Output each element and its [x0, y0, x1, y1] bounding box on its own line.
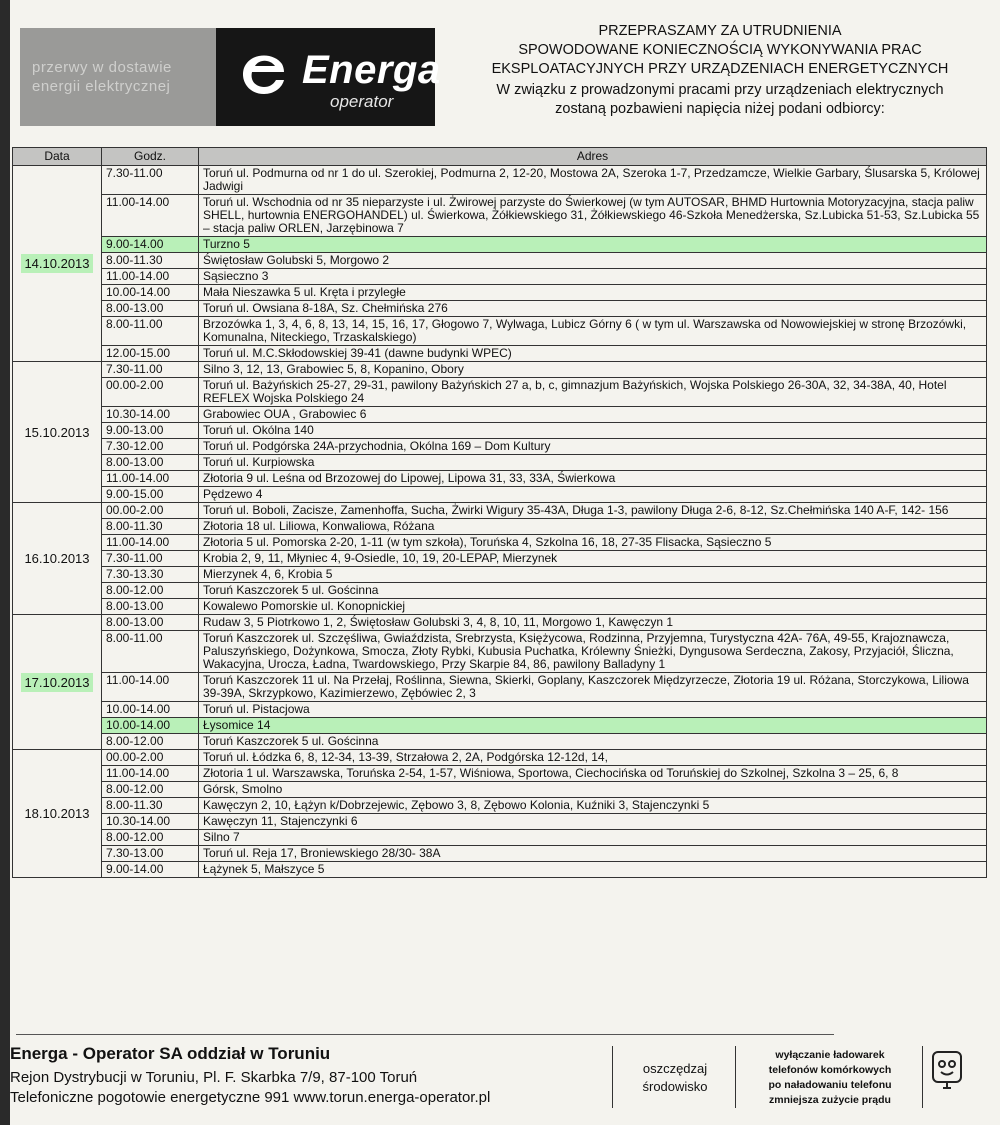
table-row — [13, 423, 987, 439]
plug-icon — [930, 1050, 964, 1090]
date-label: 14.10.2013 — [21, 254, 92, 273]
address-cell: Toruń ul. Boboli, Zacisze, Zamenhoffa, Sucha, Żwirki Wigury 35-43A, Długa 1-3, pawilony Długa 2-6, 8-12, Sz.Chełmińska 140 A-F, 142- 156 — [199, 503, 987, 519]
brand-name: Energa — [302, 48, 441, 92]
address-cell: Łysomice 14 — [199, 718, 987, 734]
time-cell: 8.00-11.00 — [102, 631, 199, 673]
column-header-date: Data — [13, 148, 102, 166]
time-cell: 8.00-13.00 — [102, 599, 199, 615]
table-row — [13, 237, 987, 253]
time-cell: 7.30-11.00 — [102, 551, 199, 567]
table-row — [13, 317, 987, 346]
address-cell: Mała Nieszawka 5 ul. Kręta i przyległe — [199, 285, 987, 301]
table-row — [13, 455, 987, 471]
address-cell: Toruń ul. Reja 17, Broniewskiego 28/30- 38A — [199, 846, 987, 862]
address-cell: Toruń Kaszczorek 5 ul. Gościnna — [199, 583, 987, 599]
time-cell: 9.00-13.00 — [102, 423, 199, 439]
table-row — [13, 567, 987, 583]
charger-tip-line4: zmniejsza zużycie prądu — [769, 1094, 891, 1106]
table-row — [13, 378, 987, 407]
footer-divider — [16, 1034, 834, 1035]
date-cell — [13, 503, 102, 615]
time-cell: 8.00-11.30 — [102, 798, 199, 814]
notice-header-line3: EKSPLOATACYJNYCH PRZY URZĄDZENIACH ENERGETYCZNYCH — [491, 61, 949, 77]
time-cell: 9.00-14.00 — [102, 237, 199, 253]
table-row — [13, 615, 987, 631]
address-cell: Sąsieczno 3 — [199, 269, 987, 285]
time-cell: 11.00-14.00 — [102, 471, 199, 487]
date-cell — [13, 615, 102, 750]
address-cell: Górsk, Smolno — [199, 782, 987, 798]
table-row — [13, 471, 987, 487]
table-row — [13, 702, 987, 718]
table-row — [13, 862, 987, 878]
address-cell: Toruń ul. Owsiana 8-18A, Sz. Chełmińska 276 — [199, 301, 987, 317]
banner-tagline-line1: przerwy w dostawie — [32, 59, 172, 76]
eco-slogan — [628, 1060, 722, 1096]
address-cell: Kawęczyn 11, Stajenczynki 6 — [199, 814, 987, 830]
time-cell: 8.00-11.30 — [102, 519, 199, 535]
address-cell: Toruń ul. M.C.Skłodowskiej 39-41 (dawne budynki WPEC) — [199, 346, 987, 362]
address-cell: Silno 7 — [199, 830, 987, 846]
date-label: 16.10.2013 — [24, 551, 90, 566]
address-cell: Grabowiec OUA , Grabowiec 6 — [199, 407, 987, 423]
table-row — [13, 503, 987, 519]
charger-tip-line1: wyłączanie ładowarek — [775, 1049, 885, 1061]
energa-banner — [20, 28, 441, 126]
time-cell: 10.00-14.00 — [102, 702, 199, 718]
address-cell: Toruń ul. Podgórska 24A-przychodnia, Okólna 169 – Dom Kultury — [199, 439, 987, 455]
table-row — [13, 766, 987, 782]
address-cell: Rudaw 3, 5 Piotrkowo 1, 2, Świętosław Golubski 3, 4, 8, 10, 11, Morgowo 1, Kawęczyn 1 — [199, 615, 987, 631]
address-cell: Łążynek 5, Małszyce 5 — [199, 862, 987, 878]
address-cell: Turzno 5 — [199, 237, 987, 253]
table-row — [13, 439, 987, 455]
time-cell: 11.00-14.00 — [102, 195, 199, 237]
address-cell: Krobia 2, 9, 11, Młyniec 4, 9-Osiedle, 10, 19, 20-LEPAP, Mierzynek — [199, 551, 987, 567]
time-cell: 8.00-12.00 — [102, 583, 199, 599]
time-cell: 7.30-13.30 — [102, 567, 199, 583]
energa-logo-icon — [238, 50, 288, 100]
address-cell: Złotoria 18 ul. Liliowa, Konwaliowa, Różana — [199, 519, 987, 535]
time-cell: 11.00-14.00 — [102, 269, 199, 285]
time-cell: 11.00-14.00 — [102, 766, 199, 782]
table-row — [13, 830, 987, 846]
time-cell: 10.00-14.00 — [102, 285, 199, 301]
address-cell: Świętosław Golubski 5, Morgowo 2 — [199, 253, 987, 269]
table-row — [13, 599, 987, 615]
footer-separator — [612, 1046, 613, 1108]
time-cell: 11.00-14.00 — [102, 673, 199, 702]
table-body — [13, 166, 987, 878]
table-row — [13, 631, 987, 673]
date-cell — [13, 362, 102, 503]
table-row — [13, 362, 987, 378]
address-cell: Złotoria 5 ul. Pomorska 2-20, 1-11 (w tym szkoła), Toruńska 4, Szkolna 16, 18, 27-35 Flisacka, Sąsieczno 5 — [199, 535, 987, 551]
table-header-row — [13, 148, 987, 166]
address-cell: Toruń Kaszczorek 5 ul. Gościnna — [199, 734, 987, 750]
time-cell: 8.00-13.00 — [102, 301, 199, 317]
time-cell: 8.00-12.00 — [102, 782, 199, 798]
table-row — [13, 285, 987, 301]
address-cell: Brzozówka 1, 3, 4, 6, 8, 13, 14, 15, 16, 17, Głogowo 7, Wylwaga, Lubicz Górny 6 ( w tym ul. Warszawska od Nowowiejskiej w stronę Brzozówki, Komunalna, Niteckiego, Trzaskalskiego) — [199, 317, 987, 346]
energa-logo — [216, 28, 441, 126]
brand-subtitle: operator — [330, 92, 394, 111]
table-row — [13, 346, 987, 362]
outage-schedule-table — [12, 147, 987, 878]
table-row — [13, 718, 987, 734]
table-row — [13, 782, 987, 798]
charger-tip-line2: telefonów komórkowych — [768, 1064, 892, 1076]
footer-address: Rejon Dystrybucji w Toruniu, Pl. F. Skarbka 7/9, 87-100 Toruń — [10, 1069, 418, 1086]
time-cell: 12.00-15.00 — [102, 346, 199, 362]
date-label: 15.10.2013 — [24, 424, 90, 440]
notice-header-line4: W związku z prowadzonymi pracami przy urządzeniach elektrycznych — [496, 82, 944, 98]
footer-separator — [735, 1046, 736, 1108]
date-cell — [13, 166, 102, 362]
date-label: 18.10.2013 — [24, 806, 90, 821]
table-row — [13, 487, 987, 503]
footer-separator — [922, 1046, 923, 1108]
time-cell: 8.00-13.00 — [102, 615, 199, 631]
table-row — [13, 750, 987, 766]
table-row — [13, 583, 987, 599]
table-row — [13, 301, 987, 317]
time-cell: 7.30-12.00 — [102, 439, 199, 455]
table-row — [13, 253, 987, 269]
time-cell: 00.00-2.00 — [102, 750, 199, 766]
table-row — [13, 269, 987, 285]
notice-header — [455, 22, 985, 119]
address-cell: Toruń ul. Pistacjowa — [199, 702, 987, 718]
address-cell: Pędzewo 4 — [199, 487, 987, 503]
address-cell: Toruń ul. Bażyńskich 25-27, 29-31, pawilony Bażyńskich 27 a, b, c, gimnazjum Bażyńskich, Wojska Polskiego 26-30A, 32, 34-38A, 40, Hotel REFLEX Wojska Polskiego 24 — [199, 378, 987, 407]
address-cell: Kowalewo Pomorskie ul. Konopnickiej — [199, 599, 987, 615]
address-cell: Toruń ul. Wschodnia od nr 35 nieparzyste i ul. Żwirowej parzyste do Świerkowej (w tym AUTOSAR, BHMD Hurtownia Motoryzacyjna, stacja paliw SHELL, hurtownia ENERGOHANDEL) ul. Świerkowa, Żółkiewskiego 31, Żółkiewskiego 46-Szkoła Menedżerska, Sz.Lubicka 51-53, Sz.Lubicka 55 – stacja paliw ORLEN, Jarzębinowa 7 — [199, 195, 987, 237]
address-cell: Złotoria 9 ul. Leśna od Brzozowej do Lipowej, Lipowa 31, 33, 33A, Świerkowa — [199, 471, 987, 487]
table-row — [13, 673, 987, 702]
column-header-time: Godz. — [102, 148, 199, 166]
eco-slogan-line1: oszczędzaj — [642, 1061, 708, 1076]
footer-title: Energa - Operator SA oddział w Toruniu — [10, 1044, 331, 1063]
address-cell: Toruń ul. Podmurna od nr 1 do ul. Szerokiej, Podmurna 2, 12-20, Mostowa 2A, Szeroka 1-7, Przedzamcze, Wielkie Garbary, Ślusarska 5, Królowej Jadwigi — [199, 166, 987, 195]
footer-hotline: Telefoniczne pogotowie energetyczne 991 www.torun.energa-operator.pl — [10, 1089, 491, 1106]
address-cell: Złotoria 1 ul. Warszawska, Toruńska 2-54, 1-57, Wiśniowa, Sportowa, Ciechocińska od Toruńskiej do Szkolnej, Szkolna 3 – 25, 6, 8 — [199, 766, 987, 782]
banner-tagline-line2: energii elektrycznej — [32, 78, 171, 95]
time-cell: 9.00-14.00 — [102, 862, 199, 878]
time-cell: 7.30-11.00 — [102, 166, 199, 195]
address-cell: Toruń Kaszczorek ul. Szczęśliwa, Gwiaździsta, Srebrzysta, Księżycowa, Rodzinna, Przyjemna, Turystyczna 42A- 76A, 49-55, Krajoznawcza, Paluszyńskiego, Dożynkowa, Smocza, Złoty Rybki, Kubusia Puchatka, Królewny Śnieżki, Dyngusowa Serdeczna, Zakosy, Przyjaciół, Śliczna, Wakacyjna, Urocza, Ładna, Twardowskiego, Przy Skarpie 84, 86, pawilony Balladyny 1 — [199, 631, 987, 673]
page-edge — [0, 0, 10, 1125]
time-cell: 10.30-14.00 — [102, 407, 199, 423]
notice-header-line2: SPOWODOWANE KONIECZNOŚCIĄ WYKONYWANIA PRAC — [518, 42, 922, 58]
address-cell: Toruń ul. Okólna 140 — [199, 423, 987, 439]
eco-slogan-line2: środowisko — [642, 1079, 708, 1094]
charger-tip-line3: po naładowaniu telefonu — [768, 1079, 892, 1091]
time-cell: 7.30-11.00 — [102, 362, 199, 378]
address-cell: Mierzynek 4, 6, Krobia 5 — [199, 567, 987, 583]
date-cell — [13, 750, 102, 878]
table-row — [13, 846, 987, 862]
address-cell: Toruń ul. Łódzka 6, 8, 12-34, 13-39, Strzałowa 2, 2A, Podgórska 12-12d, 14, — [199, 750, 987, 766]
table-row — [13, 734, 987, 750]
time-cell: 8.00-11.30 — [102, 253, 199, 269]
time-cell: 9.00-15.00 — [102, 487, 199, 503]
table-row — [13, 519, 987, 535]
time-cell: 8.00-12.00 — [102, 830, 199, 846]
time-cell: 8.00-11.00 — [102, 317, 199, 346]
time-cell: 00.00-2.00 — [102, 378, 199, 407]
time-cell: 10.00-14.00 — [102, 718, 199, 734]
address-cell: Toruń Kaszczorek 11 ul. Na Przełaj, Roślinna, Siewna, Skierki, Goplany, Kaszczorek Międzyrzecze, Złotoria 19 ul. Różana, Storczykowa, Liliowa 39-39A, Skrzypkowo, Kazimierzewo, Zębówiec 2, 3 — [199, 673, 987, 702]
table-row — [13, 814, 987, 830]
notice-header-line5: zostaną pozbawieni napięcia niżej podani odbiorcy: — [555, 101, 885, 117]
address-cell: Kawęczyn 2, 10, Łążyn k/Dobrzejewic, Zębowo 3, 8, Zębowo Kolonia, Kuźniki 3, Stajenczynki 5 — [199, 798, 987, 814]
banner-tagline — [20, 28, 216, 126]
table-row — [13, 798, 987, 814]
footer-contact — [10, 1044, 610, 1108]
time-cell: 11.00-14.00 — [102, 535, 199, 551]
table-row — [13, 535, 987, 551]
notice-header-line1: PRZEPRASZAMY ZA UTRUDNIENIA — [598, 23, 842, 39]
date-label: 17.10.2013 — [21, 673, 92, 692]
table-row — [13, 551, 987, 567]
column-header-address: Adres — [199, 148, 987, 166]
time-cell: 00.00-2.00 — [102, 503, 199, 519]
table-row — [13, 407, 987, 423]
table-row — [13, 166, 987, 195]
time-cell: 7.30-13.00 — [102, 846, 199, 862]
time-cell: 10.30-14.00 — [102, 814, 199, 830]
address-cell: Silno 3, 12, 13, Grabowiec 5, 8, Kopanino, Obory — [199, 362, 987, 378]
time-cell: 8.00-12.00 — [102, 734, 199, 750]
table-row — [13, 195, 987, 237]
address-cell: Toruń ul. Kurpiowska — [199, 455, 987, 471]
charger-tip — [745, 1048, 915, 1108]
time-cell: 8.00-13.00 — [102, 455, 199, 471]
